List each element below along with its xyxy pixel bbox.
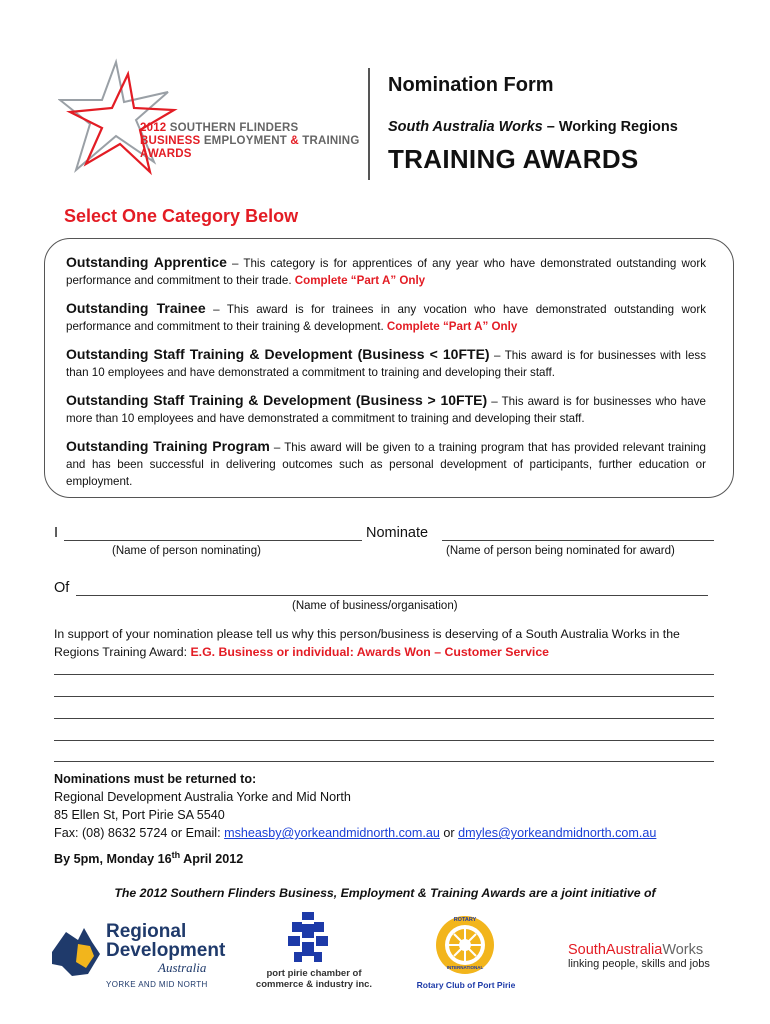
chamber-emblem-icon: [288, 912, 328, 966]
logo-line-2: BUSINESS EMPLOYMENT & TRAINING: [140, 135, 360, 147]
chamber-logo: port pirie chamber of commerce & industry inc.: [244, 912, 384, 994]
returns-contact: Fax: (08) 8632 5724 or Email: msheasby@yorkeandmidnorth.com.au or dmyles@yorkeandmidnorth.com.au: [54, 826, 657, 840]
category-title: Outstanding Staff Training & Development (Business > 10FTE): [66, 392, 488, 408]
support-paragraph: In support of your nomination please tell us why this person/business is deserving of a South Australia Works in the Regions Training Award: E.G. Business or individual: Awards Won – Customer Service: [54, 627, 680, 659]
awards-logo: [58, 58, 368, 188]
rda-logo: Regional Development Australia YORKE AND MID NORTH: [48, 918, 228, 990]
select-heading: Select One Category Below: [64, 206, 299, 226]
main-title: TRAINING AWARDS: [388, 144, 639, 174]
email-link-msheasby[interactable]: msheasby@yorkeandmidnorth.com.au: [224, 826, 440, 840]
nominate-label: Nominate: [366, 525, 429, 541]
email-link-dmyles[interactable]: dmyles@yorkeandmidnorth.com.au: [458, 826, 657, 840]
category-training-program[interactable]: Outstanding Training Program – This award will be given to a training program that has provided relevant training and has been successful in delivering outcomes such as personal development of participants, further education or employment.: [66, 438, 706, 488]
deadline: By 5pm, Monday 16th April 2012: [54, 850, 244, 867]
of-label: Of: [54, 580, 70, 596]
nominee-caption: (Name of person being nominated for award): [446, 545, 675, 557]
logo-line-1: 2012 SOUTHERN FLINDERS: [140, 122, 299, 134]
rotary-logo: ROTARY INTERNATIONAL Rotary Club of Port Pirie: [410, 914, 522, 992]
logo-line-3: AWARDS: [140, 148, 192, 160]
answer-line[interactable]: [54, 674, 714, 675]
business-name-line[interactable]: [76, 595, 708, 596]
nominee-name-line[interactable]: [442, 540, 714, 541]
i-label: I: [54, 525, 59, 541]
returns-address: 85 Ellen St, Port Pirie SA 5540: [54, 808, 225, 822]
category-staff-small-business[interactable]: Outstanding Staff Training & Development (Business < 10FTE) – This award is for businesses with less than 10 employees and have demonstrated a commitment to training and developing their staff.: [66, 346, 706, 379]
answer-line[interactable]: [54, 761, 714, 762]
header-divider: [368, 68, 370, 180]
category-staff-large-business[interactable]: Outstanding Staff Training & Development (Business > 10FTE) – This award is for businesses who have more than 10 employees and have demonstrated a commitment to training and developing their staff.: [66, 392, 706, 425]
category-apprentice[interactable]: Outstanding Apprentice – This category is for apprentices of any year who have demonstrated outstanding work performance and commitment to their trade. Complete “Part A” Only: [66, 254, 706, 287]
returns-org: Regional Development Australia Yorke and Mid North: [54, 790, 351, 804]
answer-line[interactable]: [54, 696, 714, 697]
initiative-text: The 2012 Southern Flinders Business, Employment & Training Awards are a joint initiative of: [114, 886, 656, 900]
south-australia-works-logo: SouthAustraliaWorks linking people, skills and jobs: [568, 942, 710, 970]
category-title: Outstanding Staff Training & Development (Business < 10FTE): [66, 346, 490, 362]
category-title: Outstanding Apprentice: [66, 254, 227, 270]
australia-map-icon: [48, 922, 104, 980]
answer-line[interactable]: [54, 718, 714, 719]
category-title: Outstanding Training Program: [66, 438, 270, 454]
nominator-name-line[interactable]: [64, 540, 362, 541]
answer-line[interactable]: [54, 740, 714, 741]
category-trainee[interactable]: Outstanding Trainee – This award is for trainees in any vocation who have demonstrated outstanding work performance and commitment to their training & development. Complete “Part A” Only: [66, 300, 706, 333]
nominator-caption: (Name of person nominating): [112, 545, 261, 557]
returns-heading: Nominations must be returned to:: [54, 772, 257, 786]
category-title: Outstanding Trainee: [66, 300, 206, 316]
subtitle: South Australia Works – Working Regions: [388, 119, 678, 135]
form-title: Nomination Form: [388, 74, 554, 96]
business-caption: (Name of business/organisation): [292, 600, 458, 612]
